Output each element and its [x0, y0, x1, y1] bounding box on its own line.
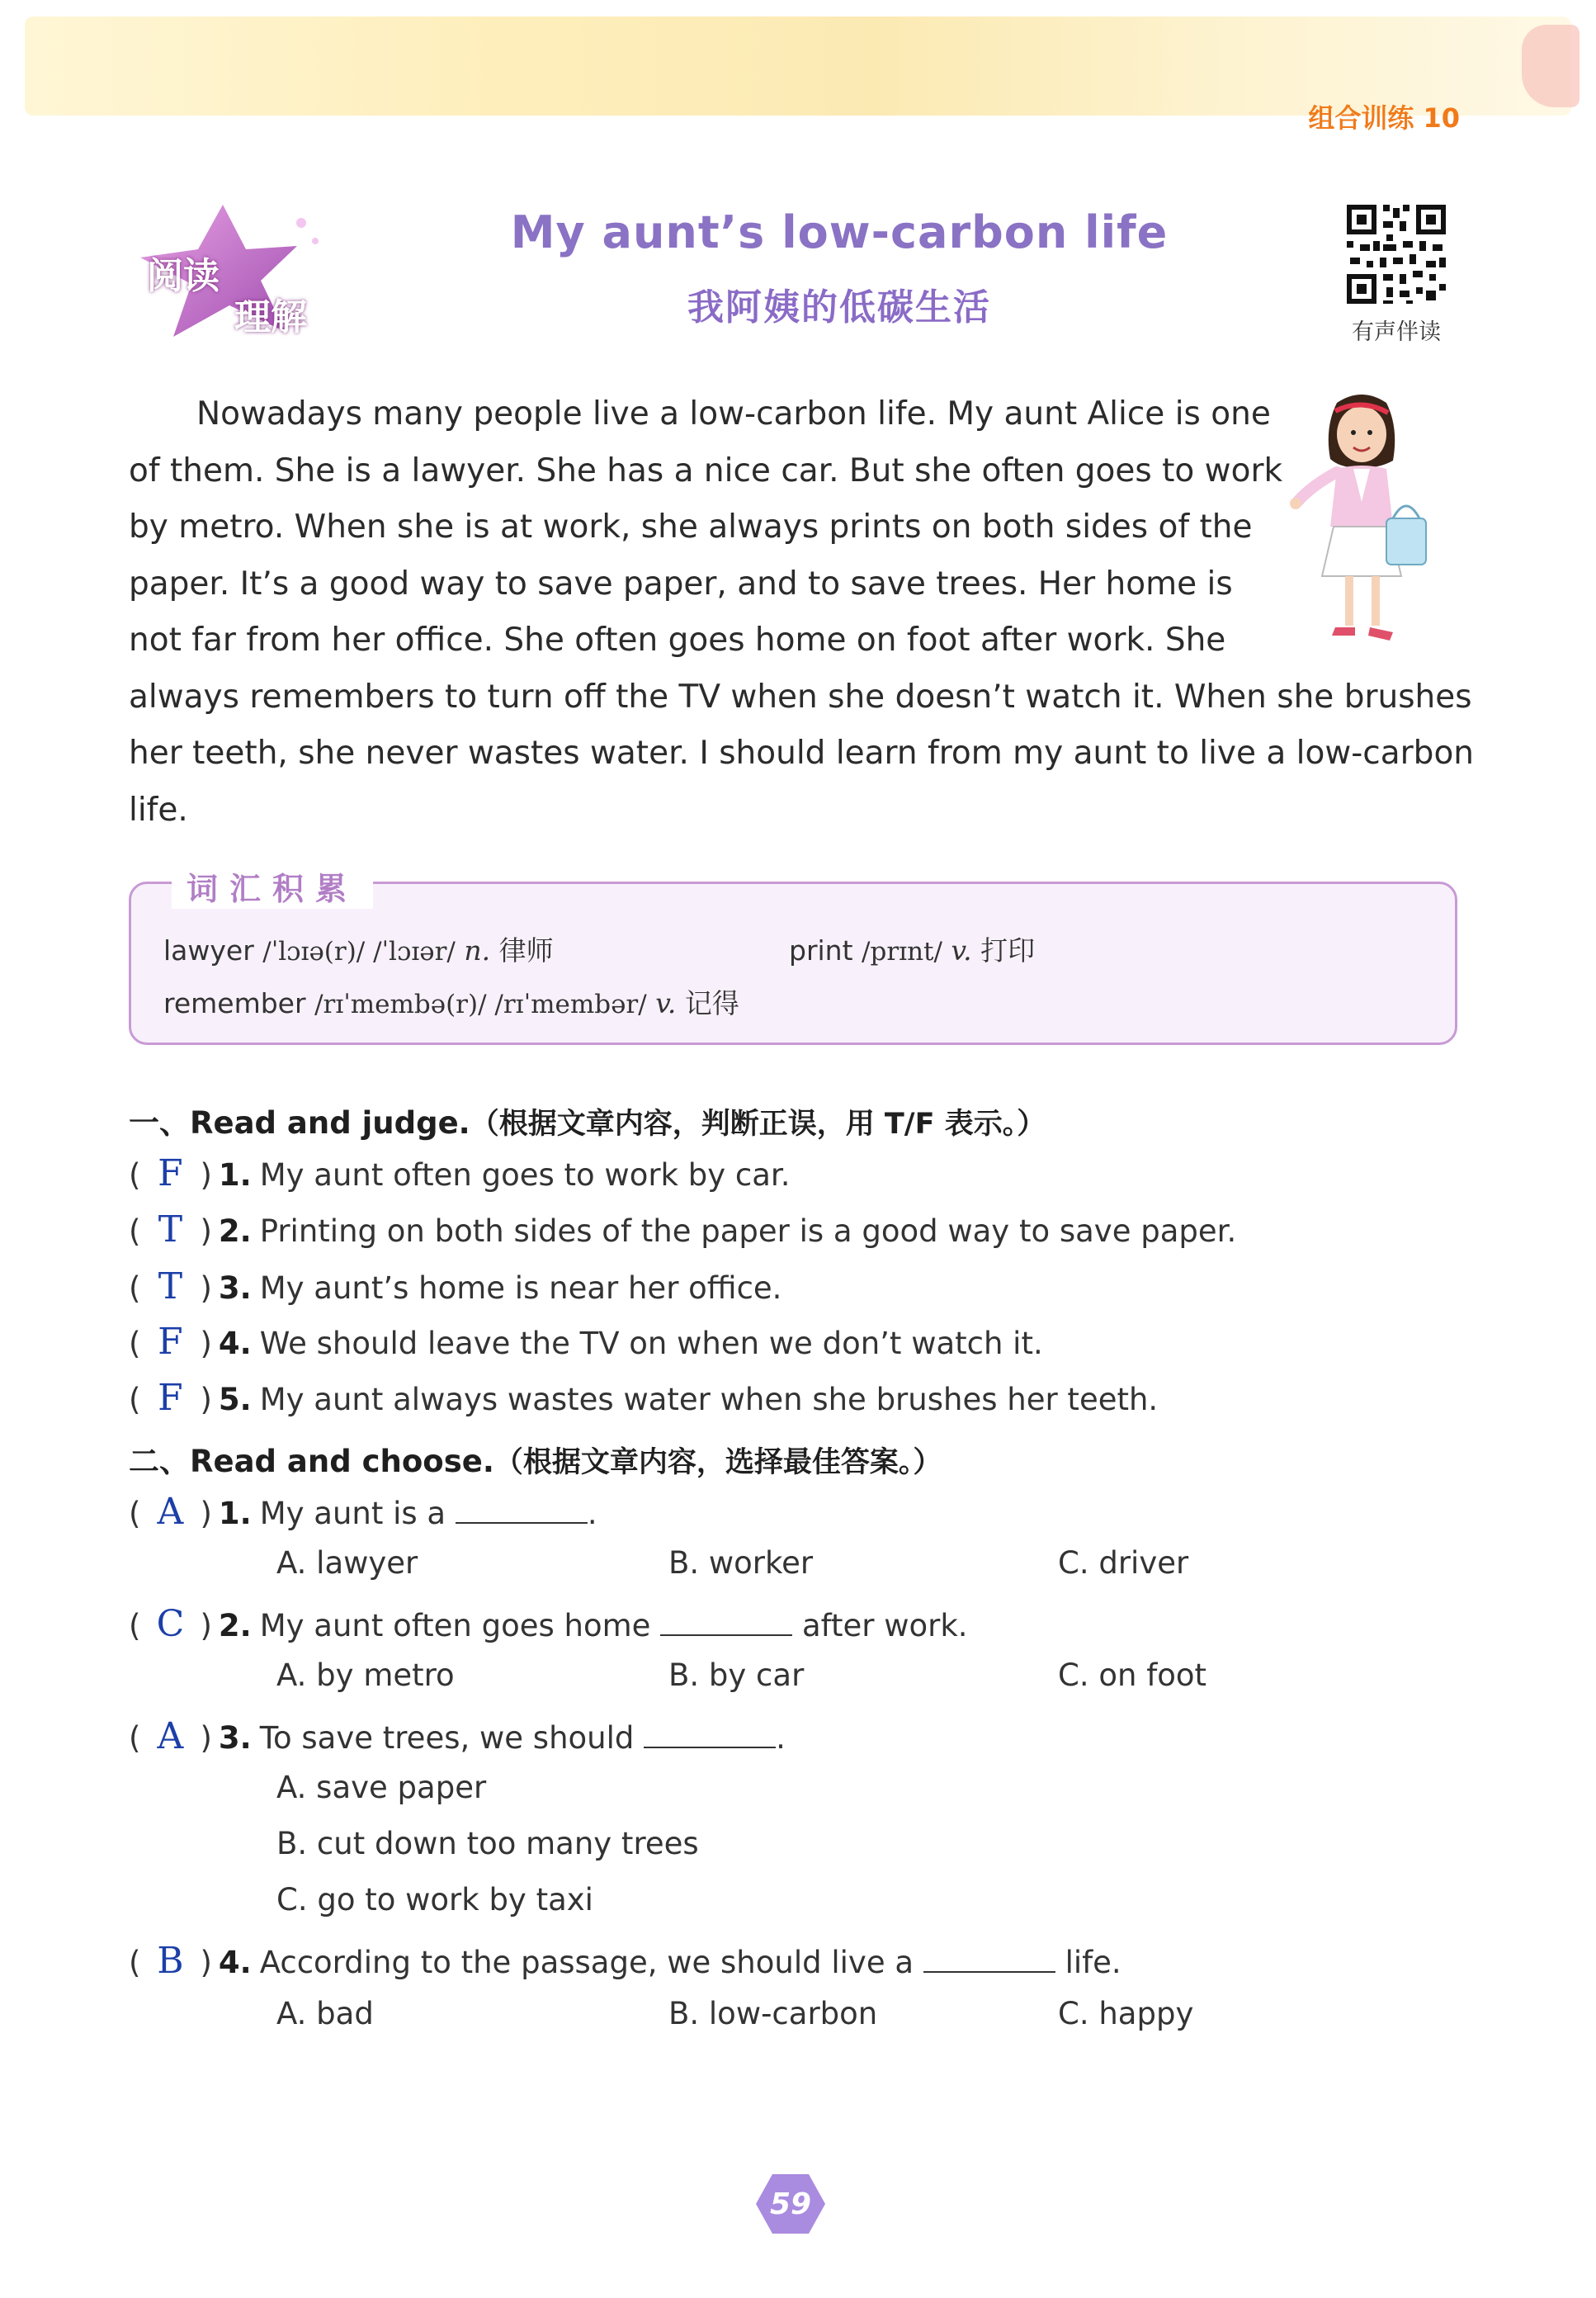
vocab-phonetic: /ˈlɔɪə(r)/ /ˈlɔɪər/: [262, 937, 456, 967]
vocab-meaning: 律师: [498, 934, 554, 967]
question-text: My aunt often goes home: [259, 1608, 651, 1643]
answer-blank: [923, 1946, 1055, 1973]
question-number: 3.: [218, 1270, 252, 1306]
judge-question-2: ( T ) 2. Printing on both sides of the paper is a good way to save paper.: [129, 1208, 1237, 1251]
girl-with-bag-illustration: [1287, 386, 1436, 650]
question-number: 4.: [218, 1326, 252, 1361]
option-b: B. by car: [668, 1657, 805, 1693]
question-text: According to the passage, we should live a: [259, 1945, 914, 1980]
answer-mark: A: [157, 1715, 184, 1757]
passage-line: of them. She is a lawyer. She has a nice car. But she often goes to work: [129, 452, 1283, 489]
qr-label: 有声伴读: [1352, 319, 1441, 345]
vocab-phonetic: /rɪˈmembə(r)/ /rɪˈmembər/: [314, 990, 647, 1019]
answer-mark: A: [157, 1491, 184, 1533]
question-number: 2.: [218, 1213, 252, 1249]
option-a: A. lawyer: [276, 1545, 418, 1581]
answer-mark: F: [158, 1152, 183, 1194]
answer-mark: C: [156, 1603, 185, 1645]
question-text: We should leave the TV on when we don’t watch it.: [259, 1326, 1043, 1361]
choose-question-3: ( A ) 3. To save trees, we should .: [129, 1715, 786, 1757]
question-text: Printing on both sides of the paper is a good way to save paper.: [259, 1213, 1237, 1249]
question-number: 4.: [218, 1945, 252, 1980]
answer-blank: [456, 1497, 588, 1524]
judge-question-4: ( F ) 4. We should leave the TV on when we don’t watch it.: [129, 1321, 1043, 1363]
page-number: 59: [769, 2187, 812, 2221]
vocab-item: [163, 929, 554, 968]
answer-mark: T: [158, 1208, 183, 1251]
vocab-meaning: 记得: [684, 987, 739, 1019]
passage-line: Nowadays many people live a low-carbon life. My aunt Alice is one: [196, 395, 1271, 433]
passage-line: paper. It’s a good way to save paper, and to save trees. Her home is: [129, 565, 1233, 603]
passage-line: always remembers to turn off the TV when she doesn’t watch it. When she brushes: [129, 678, 1472, 716]
vocab-phonetic: /prɪnt/: [862, 937, 942, 967]
judge-question-3: ( T ) 3. My aunt’s home is near her office.: [129, 1265, 782, 1307]
passage-line: not far from her office. She often goes home on foot after work. She: [129, 622, 1226, 659]
question-text-end: .: [587, 1496, 597, 1531]
option-a: A. bad: [276, 1996, 374, 2031]
passage-line: by metro. When she is at work, she always prints on both sides of the: [129, 508, 1253, 546]
option-b: B. cut down too many trees: [276, 1826, 699, 1861]
choose-question-2: ( C ) 2. My aunt often goes home after work.: [129, 1603, 968, 1645]
question-number: 3.: [218, 1720, 252, 1756]
question-text-end: life.: [1065, 1945, 1121, 1980]
question-text: My aunt always wastes water when she brushes her teeth.: [259, 1382, 1159, 1417]
option-c: C. go to work by taxi: [276, 1882, 593, 1917]
vocab-meaning: 打印: [980, 934, 1036, 967]
question-number: 2.: [218, 1608, 252, 1643]
vocabulary-title: 词汇积累: [172, 863, 373, 909]
option-b: B. worker: [668, 1545, 814, 1581]
judge-question-1: ( F ) 1. My aunt often goes to work by car.: [129, 1152, 791, 1194]
question-text-end: after work.: [801, 1608, 968, 1643]
choose-question-4: ( B ) 4. According to the passage, we should live a life.: [129, 1940, 1121, 1982]
question-number: 1.: [218, 1157, 252, 1193]
section2-title: 二、Read and choose.: [129, 1444, 494, 1479]
option-a: A. by metro: [276, 1657, 455, 1693]
title-chinese: 我阿姨的低碳生活: [687, 286, 991, 329]
corner-decoration: [1522, 25, 1579, 107]
qr-code-icon[interactable]: [1343, 201, 1449, 307]
section1-instruction: （根据文章内容，判断正误，用 T/F 表示。）: [470, 1108, 1046, 1141]
vocab-word: print: [789, 934, 853, 967]
badge-text-reading: 阅读: [147, 255, 220, 297]
option-a: A. save paper: [276, 1770, 487, 1805]
question-text: My aunt is a: [259, 1496, 446, 1531]
answer-mark: T: [158, 1265, 183, 1307]
vocab-pos: v.: [951, 934, 972, 967]
answer-blank: [644, 1722, 776, 1748]
choose-question-1: ( A ) 1. My aunt is a .: [129, 1491, 597, 1533]
section2-instruction: （根据文章内容，选择最佳答案。）: [493, 1446, 942, 1479]
passage-line: life.: [129, 791, 188, 829]
question-text: My aunt’s home is near her office.: [259, 1270, 782, 1306]
title-english: My aunt’s low-carbon life: [510, 206, 1169, 258]
vocab-item: [789, 929, 1035, 968]
question-text: My aunt often goes to work by car.: [259, 1157, 791, 1193]
question-text-end: .: [776, 1720, 786, 1756]
question-number: 1.: [218, 1496, 252, 1531]
vocab-pos: n.: [464, 934, 491, 967]
vocab-word: remember: [163, 987, 306, 1019]
answer-mark: B: [157, 1940, 184, 1982]
question-number: 5.: [218, 1382, 252, 1417]
answer-blank: [660, 1610, 792, 1636]
badge-text-comprehension: 理解: [234, 296, 307, 338]
section2-heading: [129, 1436, 942, 1481]
option-c: C. happy: [1058, 1996, 1194, 2031]
option-c: C. driver: [1058, 1545, 1189, 1581]
vocab-pos: v.: [655, 987, 677, 1019]
section1-title: 一、Read and judge.: [129, 1105, 470, 1141]
vocab-item: [163, 982, 739, 1021]
question-text: To save trees, we should: [259, 1720, 635, 1756]
answer-mark: F: [158, 1377, 183, 1419]
series-label: 组合训练 10: [1308, 102, 1460, 134]
section1-heading: [129, 1098, 1046, 1142]
answer-mark: F: [158, 1321, 183, 1363]
reading-passage: [129, 386, 1475, 839]
judge-question-5: ( F ) 5. My aunt always wastes water when she brushes her teeth.: [129, 1377, 1159, 1419]
option-c: C. on foot: [1058, 1657, 1207, 1693]
vocab-word: lawyer: [163, 934, 254, 967]
option-b: B. low-carbon: [668, 1996, 878, 2031]
passage-line: her teeth, she never wastes water. I should learn from my aunt to live a low-carbon: [129, 735, 1475, 772]
